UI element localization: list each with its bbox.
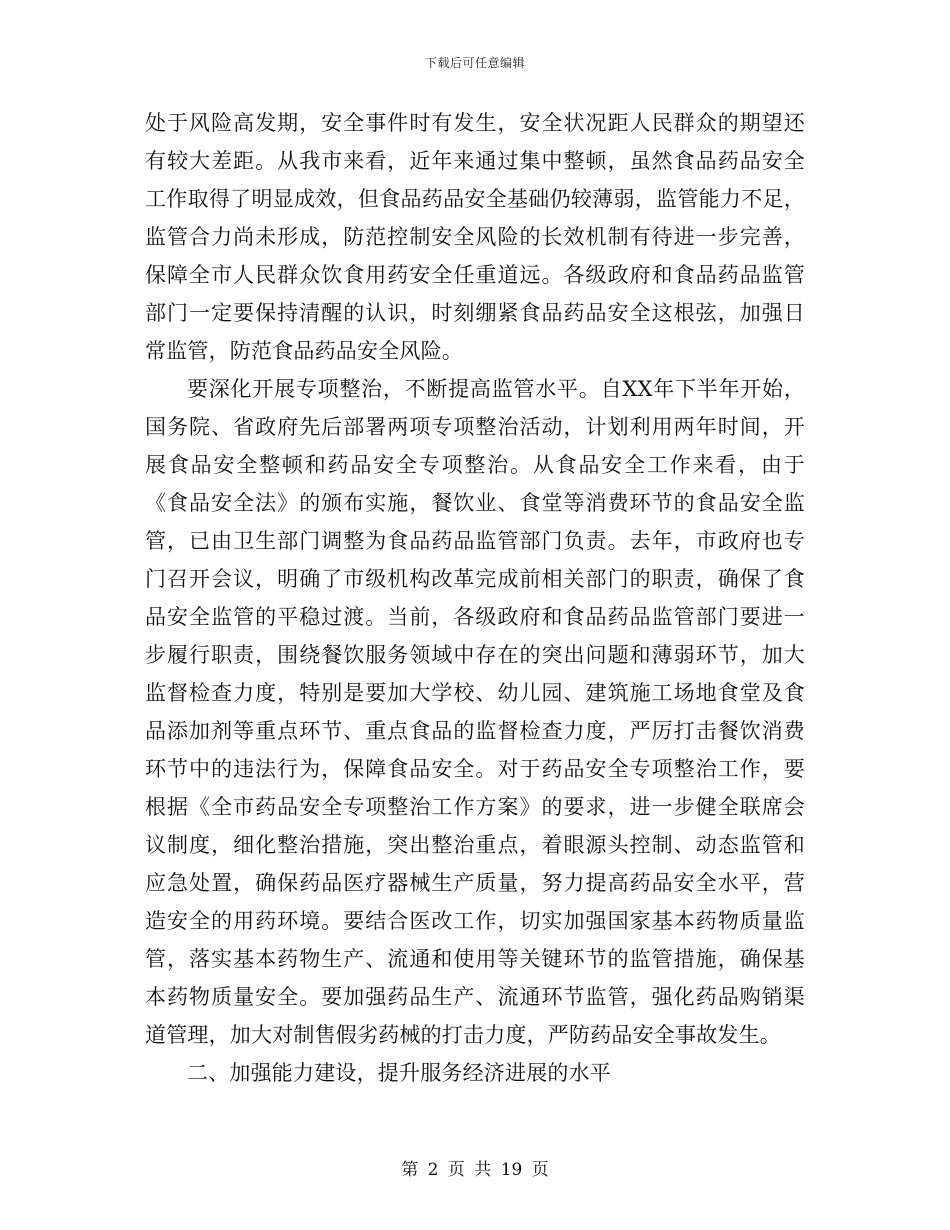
text-line: 品安全监管的平稳过渡。当前，各级政府和食品药品监管部门要进一 — [145, 605, 805, 629]
text-line: 国务院、省政府先后部署两项专项整治活动，计划利用两年时间，开 — [145, 415, 805, 439]
text-line: 道管理，加大对制售假劣药械的打击力度，严防药品安全事故发生。 — [145, 1023, 781, 1047]
text-line: 二、加强能力建设，提升服务经济进展的水平 — [187, 1061, 611, 1085]
text-line: 议制度，细化整治措施，突出整治重点，着眼源头控制、动态监管和 — [145, 833, 805, 857]
page-number: 第 2 页 共 19 页 — [401, 1160, 549, 1180]
text-line: 门召开会议，明确了市级机构改革完成前相关部门的职责，确保了食 — [145, 567, 805, 591]
text-line: 监管合力尚未形成，防范控制安全风险的长效机制有待进一步完善， — [145, 225, 805, 249]
text-line: 展食品安全整顿和药品安全专项整治。从食品安全工作来看，由于 — [145, 453, 805, 477]
page-header: 下载后可任意编辑 — [424, 56, 525, 70]
text-line: 部门一定要保持清醒的认识，时刻绷紧食品药品安全这根弦，加强日 — [145, 301, 805, 325]
paragraph-1 — [145, 104, 805, 370]
text-line: 要深化开展专项整治，不断提高监管水平。自XX年下半年开始， — [187, 377, 805, 401]
text-line: 环节中的违法行为，保障食品安全。对于药品安全专项整治工作，要 — [145, 757, 805, 781]
text-line: 品添加剂等重点环节、重点食品的监督检查力度，严厉打击餐饮消费 — [145, 719, 805, 743]
text-line: 步履行职责，围绕餐饮服务领域中存在的突出问题和薄弱环节，加大 — [145, 643, 805, 667]
text-line: 有较大差距。从我市来看，近年来通过集中整顿，虽然食品药品安全 — [145, 149, 805, 173]
text-line: 本药物质量安全。要加强药品生产、流通环节监管，强化药品购销渠 — [145, 985, 805, 1009]
text-line: 保障全市人民群众饮食用药安全任重道远。各级政府和食品药品监管 — [145, 263, 805, 287]
text-line: 根据《全市药品安全专项整治工作方案》的要求，进一步健全联席会 — [145, 795, 805, 819]
text-line: 《食品安全法》的颁布实施，餐饮业、食堂等消费环节的食品安全监 — [145, 491, 805, 515]
text-line: 造安全的用药环境。要结合医改工作，切实加强国家基本药物质量监 — [145, 909, 805, 933]
text-line: 常监管，防范食品药品安全风险。 — [145, 339, 463, 363]
text-line: 管，已由卫生部门调整为食品药品监管部门负责。去年，市政府也专 — [145, 529, 805, 553]
text-line: 工作取得了明显成效，但食品药品安全基础仍较薄弱，监管能力不足， — [145, 187, 805, 211]
text-line: 处于风险高发期，安全事件时有发生，安全状况距人民群众的期望还 — [145, 111, 805, 135]
document-body — [145, 104, 805, 1092]
text-line: 监督检查力度，特别是要加大学校、幼儿园、建筑施工场地食堂及食 — [145, 681, 805, 705]
section-heading — [145, 1054, 805, 1092]
text-line: 管，落实基本药物生产、流通和使用等关键环节的监管措施，确保基 — [145, 947, 805, 971]
text-line: 应急处置，确保药品医疗器械生产质量，努力提高药品安全水平，营 — [145, 871, 805, 895]
paragraph-2 — [145, 370, 805, 1054]
